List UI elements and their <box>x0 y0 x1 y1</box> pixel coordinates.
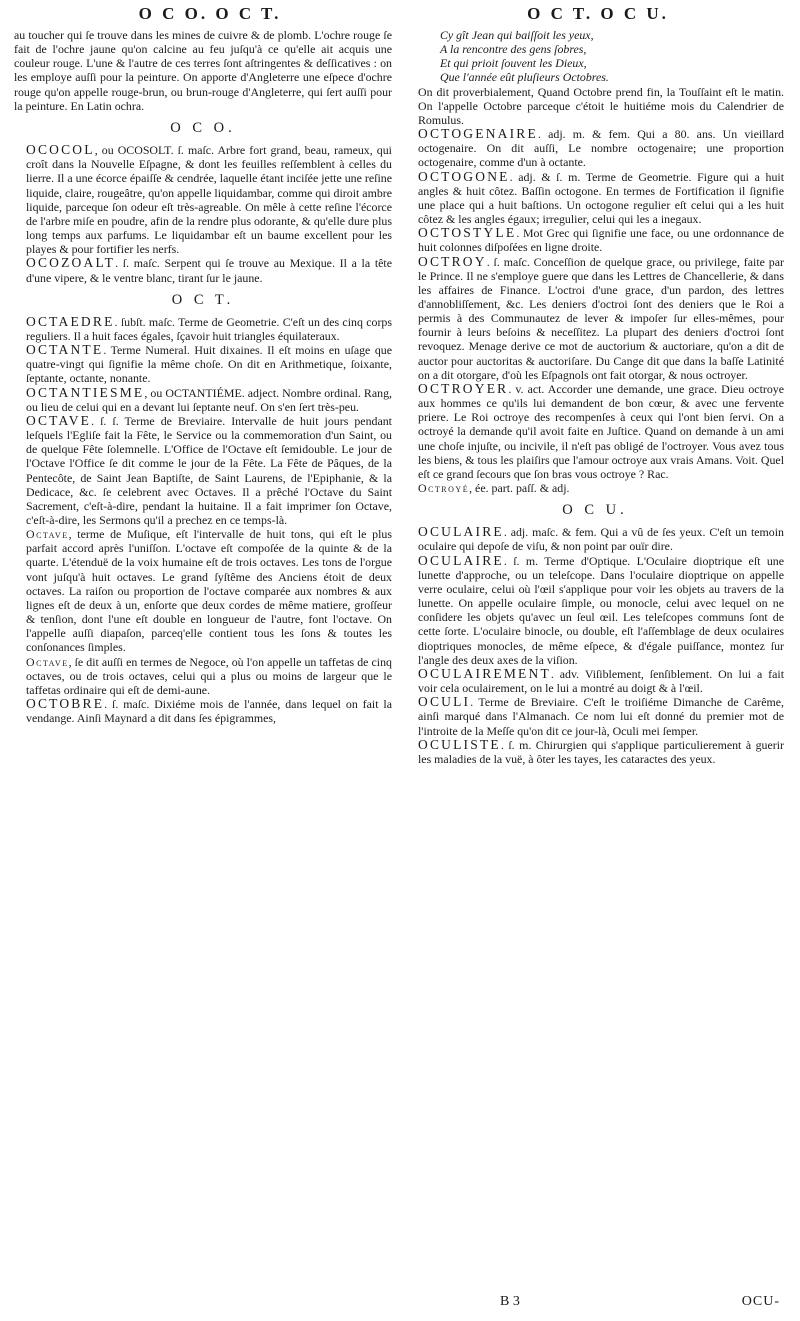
entry-list <box>14 143 392 285</box>
epigram-verse <box>406 28 784 85</box>
dictionary-entry <box>406 170 784 227</box>
dictionary-entry <box>406 695 784 737</box>
entry-definition: , ſe dit auſſi en termes de Negoce, où l'on appelle un taffetas de cinq octaves, ou de trois octaves, celui qui a plus ou moins de largeur que le taffetas ordinaire qui eſt de demi-aune. <box>26 654 392 697</box>
entry-definition: . adj. & ſ. m. Terme de Geometrie. Figure qui a huit angles & huit côtez. Baſſin octogone. En termes de Fortification il ſignifie une place qui a huit baſtions. Un octogone regulier eſt celui qui a les huit côtez & les angles égaux; irregulier, celui qui les a inegaux. <box>418 169 784 227</box>
entry-headword: OCTOGONE <box>418 168 510 184</box>
entry-definition: . Terme de Breviaire. C'eſt le troiſiéme Dimanche de Carême, ainſi marqué dans l'Almanach. Ce nom lui eſt donné du premier mot de l'introite de la Meſſe qu'on dit ce jour-là, Oculi mei ſemper. <box>418 695 784 738</box>
entry-headword: OCULAIRE <box>418 524 504 540</box>
verse-line: Cy gît Jean qui baiſſoit les yeux, <box>440 28 594 42</box>
entry-definition: . ſ. m. Chirurgien qui s'applique particulierement à guerir les maladies de la vuë, à ôter les tayes, les cataractes des yeux. <box>418 737 784 766</box>
entry-definition: . ſubſt. maſc. Terme de Geometrie. C'eſt un des cinq corps reguliers. Il a huit faces égales, ſçavoir huit triangles équilateraux. <box>26 314 392 343</box>
entry-list <box>406 85 784 496</box>
dictionary-entry <box>14 386 392 414</box>
catchword: OCU- <box>741 1294 780 1309</box>
entry-list <box>406 525 784 766</box>
dictionary-entry <box>14 343 392 385</box>
entry-definition: . v. act. Accorder une demande, une grace. Dieu octroye aux hommes ce qu'ils lui demandent de bon cœur, & avec une fervente priere. Le Roi octroye des recompenſes à ceux qui l'ont bien ſervi. On a octroyé la demande qu'il avoit faite en Juſtice. Quand on demande à un ami une choſe injuſte, ou incivile, il n'eſt pas obligé de l'octroyer. Vous avez tous les biens, & tous les plaiſirs que l'amour octroye aux vrais Amans. Voit. Quel eſt ce grand ſecours que ſon bras vous octroye ? Rac. <box>418 381 784 481</box>
entry-headword: OCTAVE <box>26 412 92 428</box>
entry-headword: OCTOBRE <box>26 696 105 712</box>
left-column <box>14 28 392 725</box>
entry-definition: . Terme Numeral. Huit dixaines. Il eſt moins en uſage que quatre-vingt qui ſignifie la même choſe. On dit en Arithmetique, ſoixante, ſeptante, octante, nonante. <box>26 343 392 386</box>
entry-headword: Octave <box>26 654 69 669</box>
dictionary-entry <box>406 525 784 553</box>
dictionary-entry <box>406 738 784 766</box>
entry-definition: . adj. m. & fem. Qui a 80. ans. Un vieillard octogenaire. On dit auſſi, Le nombre octogenaire; une proportion octogenaire, comme d'un à octante. <box>418 127 784 170</box>
dictionary-entry <box>406 255 784 382</box>
dictionary-entry <box>406 554 784 667</box>
entry-headword: OCTROY <box>418 253 487 269</box>
entry-headword: OCULI <box>418 694 471 710</box>
entry-definition: . ſ. maſc. Conceſſion de quelque grace, ou privilege, faite par le Prince. Il ne s'employe guere que dans les Lettres de Chancellerie, & dans les affaires de Finance. L'octroi d'une grace, d'un pardon, des lettres d'annobliſſement, &c. Les deniers d'octroi ſont des deniers que le Roi a permis à des Communautez de lever & impoſer ſur elles-mêmes, pour fournir à leurs beſoins & neceſſitez. La plupart des deniers d'octroi ſont revoquez. Menage derive ce mot de auctorium & auctoriare, qu'on a dit de auctor pour auctoritas & auctoriſare. Du Cange dit que dans la baſſe Latinité on a dit otorgare, d'où les Eſpagnols ont fait otorgar, & nous octroyer. <box>418 254 784 382</box>
entry-definition: , terme de Muſique, eſt l'intervalle de huit tons, qui eſt le plus parfait accord après l'uniſſon. L'octave eſt compoſée de la quinte & de la quarte. L'étenduë de la voix humaine eſt de trois octaves. Les tons de l'orgue vont juſqu'à huit octaves. Le grand ſyſtême des Anciens étoit de deux octaves. La raiſon ou proportion de l'octave comparée aux nombres & aux lignes eſt de deux à un, enſorte que deux cordes de même matiere, groſſeur & tenſion, dont l'une eſt double en longueur de l'autre, font l'octave. On l'appelle auſſi diapaſon, parceq'elle contient tous les ſons & toutes les conſonances ſimples. <box>26 527 392 655</box>
entry-definition: . ſ. ſ. Terme de Breviaire. Intervalle de huit jours pendant leſquels l'Egliſe fait la Fête, le Service ou la commemoration d'un Saint, ou de quelque Fête ſolemnelle. L'Office de l'Octave eſt ſemidouble. Le jour de l'Octave l'Office ſe dit comme le jour de la Fête. La Fête de Pâques, de la Pentecôte, de Saint Jean Baptiſte, de Saint Laurens, de l'Epiphanie, & la Dedicace, &c. ſe celebrent avec Octaves. Il a prêché l'Octave du Saint Sacrement, c'eſt-à-dire, pendant la huitaine. Il a fait imprimer ſon Octave, c'eſt-à-dire, les Sermons qu'il a prechez en ce temps-là. <box>26 413 392 527</box>
entry-definition: . ſ. maſc. Dixiéme mois de l'année, dans lequel on fait la vendange. Ainſi Maynard a dit dans ſes épigrammes, <box>26 697 392 726</box>
dictionary-entry <box>14 697 392 725</box>
entry-headword: OCTAEDRE <box>26 313 115 329</box>
dictionary-entry <box>14 256 392 284</box>
section-heading-oct: O C T. <box>171 291 235 308</box>
entry-headword: OCULAIREMENT <box>418 665 551 681</box>
entry-definition: . Mot Grec qui ſignifie une face, ou une ordonnance de huit colonnes diſpoſées en ligne droite. <box>418 226 784 255</box>
verse-line: Que l'année eût pluſieurs Octobres. <box>440 70 609 85</box>
running-head-right: O C T. O C U. <box>527 4 669 23</box>
dictionary-entry <box>406 667 784 695</box>
dictionary-entry <box>406 127 784 169</box>
dictionary-entry <box>14 655 392 697</box>
entry-headword: OCTANTIESME <box>26 384 145 400</box>
section-heading-oco: O C O. <box>170 119 236 136</box>
entry-headword: OCTROYER <box>418 380 509 396</box>
entry-definition: , ou OCOSOLT. ſ. maſc. Arbre fort grand, beau, rameux, qui croît dans la Nouvelle Eſpagne, & dont les feuilles reſſemblent à celles du lierre. Il a une écorce épaiſſe & cendrée, laquelle étant inciſée jette une reſine liquide, claire, rougeâtre, qu'on appelle liquidambar, comme qui diroit ambre liquide, parceque ſon odeur eſt très-agreable. On mêle à cette reſine l'écorce de l'arbre miſe en poudre, afin de la rendre plus odorante, & qu'elle dure plus long temps aux parfums. Le liquidambar eſt un baume excellent pour les playes & pour fortifier les nerfs. <box>26 143 392 257</box>
dictionary-entry <box>14 143 392 256</box>
entry-headword: OCULISTE <box>418 736 501 752</box>
entry-headword: OCTANTE <box>26 342 104 358</box>
entry-definition: , ée. part. paſſ. & adj. <box>469 481 570 495</box>
entry-headword: Octave <box>26 527 69 542</box>
right-column <box>406 28 784 766</box>
entry-list <box>14 315 392 726</box>
dictionary-entry <box>14 527 392 654</box>
entry-definition: On dit proverbialement, Quand Octobre prend fin, la Touſſaint eſt le matin. On l'appelle Octobre parceque c'étoit le huitiéme mois du Calendrier de Romulus. <box>418 84 784 127</box>
dictionary-entry <box>14 315 392 343</box>
entry-headword: OCTOGENAIRE <box>418 126 538 142</box>
entry-headword: OCOZOALT <box>26 255 116 271</box>
verse-line: Et qui prioit ſouvent les Dieux, <box>440 56 587 71</box>
entry-headword: Octroyé <box>418 481 470 495</box>
signature-mark: B 3 <box>500 1294 520 1309</box>
entry-definition: . ſ. m. Terme d'Optique. L'Oculaire dioptrique eſt une lunette d'approche, ou un teleſcope. Dans l'oculaire dioptrique on appelle verre oculaire, celui où l'œil s'applique pour voir les objets au travers de la lunette. On appelle oculaire ſimple, ou monocle, celui avec lequel on ne conſidere les objets qu'avec un ſeul œil. Les teleſcopes communs ſont de cette ſorte. L'oculaire binocle, ou double, eſt l'aſſemblage de deux oculaires dioptriques monocles, de même eſpece, & d'égale puiſſance, montez ſur l'angle des deux axes de la viſion. <box>418 553 784 667</box>
section-heading-ocu: O C U. <box>562 502 628 519</box>
entry-definition: . adj. maſc. & fem. Qui a vû de ſes yeux. C'eſt un temoin oculaire qui depoſe de viſu, & non point par ouïr dire. <box>418 525 784 554</box>
entry-headword: OCULAIRE <box>418 552 504 568</box>
dictionary-entry <box>406 226 784 254</box>
running-head-left: O C O. O C T. <box>138 4 282 23</box>
verse-line: A la rencontre des gens ſobres, <box>440 42 587 57</box>
entry-definition: , ou OCTANTIÉME. adject. Nombre ordinal. Rang, ou lieu de celui qui en a devant lui ſeptante neuf. On s'en ſert très-peu. <box>26 385 392 414</box>
entry-headword: OCOCOL <box>26 142 95 158</box>
dictionary-entry <box>406 481 784 495</box>
entry-headword: OCTOSTYLE <box>418 225 517 241</box>
entry-definition: . ſ. maſc. Serpent qui ſe trouve au Mexique. Il a la tête d'une vipere, & le ventre blanc, tirant ſur le jaune. <box>26 256 392 285</box>
dictionary-entry <box>406 382 784 481</box>
dictionary-entry <box>406 85 784 127</box>
entry-definition: . adv. Viſiblement, ſenſiblement. On lui a fait voir cela oculairement, on le lui a montré au doigt & à l'œil. <box>418 666 784 696</box>
dictionary-entry <box>14 414 392 527</box>
entry-continuation: au toucher qui ſe trouve dans les mines de cuivre & de plomb. L'ochre rouge ſe fait de l'ochre jaune qu'on calcine au feu juſqu'à ce qu'elle ait acquis une couleur rouge. L'une & l'autre de ces terres ſont aſtringentes & deſſicatives : on les employe auſſi pour la peinture. On apporte d'Angleterre une eſpece d'ochre rouge qu'on appelle rouge-brun, ou brun-rouge d'Angleterre, qui ſert auſſi pour la peinture. En Latin ochra. <box>14 28 392 113</box>
